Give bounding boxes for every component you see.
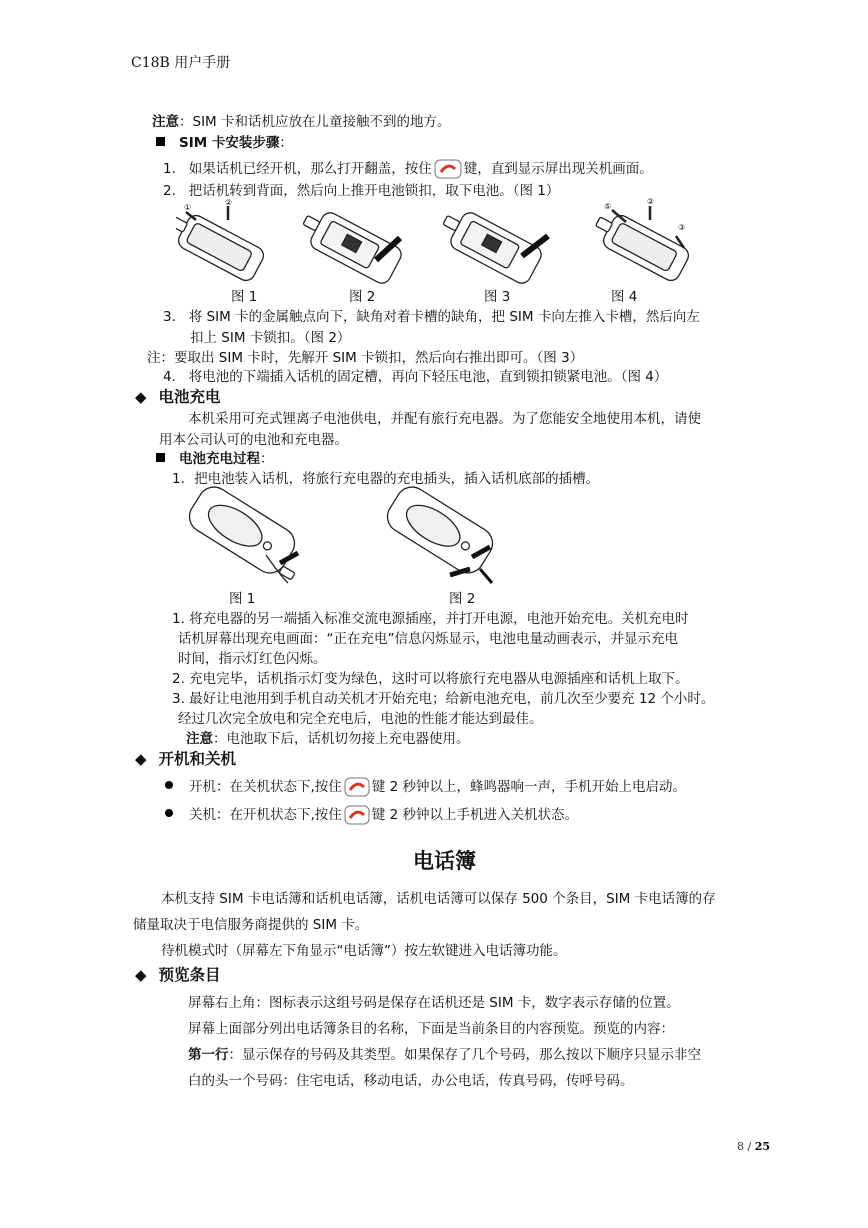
sim-step-3 bbox=[163, 305, 700, 325]
step-number: 3. bbox=[163, 309, 176, 325]
note-label: 注意 bbox=[186, 731, 213, 747]
power-on-text: 开机：在关机状态下,按住 bbox=[189, 779, 342, 795]
power-heading bbox=[135, 747, 236, 769]
svg-text:③: ③ bbox=[678, 223, 686, 232]
diamond-bullet-icon: ◆ bbox=[135, 388, 147, 406]
charging-para-3-line2: 经过几次完全放电和完全充电后，电池的性能才能达到最佳。 bbox=[178, 711, 543, 727]
charging-para-1-line3: 时间，指示灯红色闪烁。 bbox=[178, 651, 327, 667]
phone-figure-2 bbox=[295, 203, 404, 286]
figure-caption-2: 图 2 bbox=[349, 289, 376, 305]
charging-para-3-line1: 3. 最好让电池用到手机自动关机才开始充电；给新电池充电，前几次至少要充 12 个小时。 bbox=[172, 691, 715, 707]
svg-text:②: ② bbox=[225, 198, 233, 207]
charging-para-1-line1: 1. 将充电器的另一端插入标准交流电源插座，并打开电源，电池开始充电。关机充电时 bbox=[172, 611, 689, 627]
power-off-item bbox=[165, 803, 578, 829]
note-label: 注意 bbox=[152, 114, 179, 130]
sim-install-heading bbox=[156, 131, 293, 151]
battery-intro-line2: 用本公司认可的电池和充电器。 bbox=[159, 432, 348, 448]
figure-caption-3: 图 3 bbox=[484, 289, 511, 305]
total-pages: 25 bbox=[754, 1140, 771, 1153]
phonebook-intro-line2: 储量取决于电信服务商提供的 SIM 卡。 bbox=[133, 917, 369, 933]
phonebook-intro-line1: 本机支持 SIM 卡电话簿和话机电话簿，话机电话簿可以保存 500 个条目，SIM 卡电话簿的存 bbox=[161, 891, 716, 907]
phone-figure-3 bbox=[435, 203, 548, 286]
process-colon: ： bbox=[260, 451, 274, 467]
charging-note bbox=[186, 727, 470, 747]
step-text: 如果话机已经开机，那么打开翻盖，按住 bbox=[188, 161, 432, 177]
step-text: 把话机转到背面，然后向上推开电池锁扣，取下电池。（图 1） bbox=[188, 183, 560, 199]
phonebook-standby: 待机模式时（屏幕左下角显示“电话簿”）按左软键进入电话簿功能。 bbox=[161, 943, 567, 959]
step-number: 1. bbox=[163, 161, 176, 177]
page-separator: / bbox=[744, 1140, 755, 1153]
step-number: 2. bbox=[163, 183, 176, 199]
preview-line-1: 屏幕右上角：图标表示这组号码是保存在话机还是 SIM 卡，数字表示存储的位置。 bbox=[188, 995, 680, 1011]
sim-figure-strip bbox=[176, 198, 706, 290]
charging-figure-caption-2: 图 2 bbox=[449, 591, 476, 607]
charging-para-1-line2: 话机屏幕出现充电画面：“正在充电”信息闪烁显示，电池电量动画表示，并显示充电 bbox=[178, 631, 678, 647]
sim-step-2 bbox=[163, 179, 559, 199]
svg-text:①: ① bbox=[184, 203, 192, 212]
power-key-icon bbox=[344, 805, 370, 829]
battery-heading bbox=[135, 385, 221, 407]
sim-step-4 bbox=[163, 365, 667, 385]
charging-figure-strip bbox=[180, 485, 510, 588]
figure-caption-4: 图 4 bbox=[611, 289, 638, 305]
square-bullet-icon bbox=[156, 137, 165, 146]
square-bullet-icon bbox=[156, 453, 165, 462]
power-on-text-end: 键 2 秒钟以上，蜂鸣器响一声，手机开始上电启动。 bbox=[371, 779, 686, 795]
step-number: 4. bbox=[163, 369, 176, 385]
svg-text:②: ② bbox=[647, 198, 655, 206]
sim-step-3-cont: 扣上 SIM 卡锁扣。（图 2） bbox=[190, 330, 351, 346]
sim-remove-note: 注：要取出 SIM 卡时，先解开 SIM 卡锁扣，然后向右推出即可。（图 3） bbox=[147, 350, 584, 366]
charging-item-1: 1．把电池装入话机，将旅行充电器的充电插头，插入话机底部的插槽。 bbox=[172, 471, 600, 487]
first-line-text: ：显示保存的号码及其类型。如果保存了几个号码，那么按以下顺序只显示非空 bbox=[228, 1047, 701, 1063]
figure-caption-1: 图 1 bbox=[231, 289, 258, 305]
power-key-icon bbox=[344, 777, 370, 801]
battery-heading-text: 电池充电 bbox=[158, 388, 221, 406]
process-heading-text: 电池充电过程 bbox=[179, 451, 260, 467]
preview-heading-text: 预览条目 bbox=[158, 966, 221, 984]
sim-note bbox=[152, 110, 451, 130]
step-text: 将 SIM 卡的金属触点向下，缺角对着卡槽的缺角，把 SIM 卡向左推入卡槽，然后向左 bbox=[188, 309, 700, 325]
running-header: C18B 用户手册 bbox=[131, 55, 231, 71]
charging-phone-figure-2 bbox=[381, 485, 498, 583]
power-on-item bbox=[165, 775, 686, 801]
preview-line-3 bbox=[188, 1043, 701, 1063]
charging-process-heading bbox=[156, 447, 274, 467]
power-heading-text: 开机和关机 bbox=[158, 750, 237, 768]
install-heading-text: SIM 卡安装步骤 bbox=[179, 135, 280, 151]
note-text: ：电池取下后，话机切勿接上充电器使用。 bbox=[213, 731, 470, 747]
charging-phone-figure-1 bbox=[183, 485, 300, 583]
note-text: ：SIM 卡和话机应放在儿童接触不到的地方。 bbox=[179, 114, 451, 130]
power-off-text: 关机：在开机状态下,按住 bbox=[189, 807, 342, 823]
charging-figure-caption-1: 图 1 bbox=[229, 591, 256, 607]
current-page: 8 bbox=[737, 1140, 744, 1153]
phonebook-title: 电话簿 bbox=[413, 849, 476, 873]
charging-para-2: 2. 充电完毕，话机指示灯变为绿色，这时可以将旅行充电器从电源插座和话机上取下。 bbox=[172, 671, 689, 687]
first-line-label: 第一行 bbox=[188, 1047, 229, 1063]
step-text-end: 键，直到显示屏出现关机画面。 bbox=[463, 161, 653, 177]
round-bullet-icon bbox=[165, 809, 173, 817]
preview-heading bbox=[135, 963, 221, 985]
diamond-bullet-icon: ◆ bbox=[135, 966, 147, 984]
install-colon: ： bbox=[279, 135, 293, 151]
round-bullet-icon bbox=[165, 781, 173, 789]
step-text: 将电池的下端插入话机的固定槽，再向下轻压电池，直到锁扣锁紧电池。（图 4） bbox=[188, 369, 668, 385]
phone-figure-4 bbox=[589, 198, 692, 284]
power-off-text-end: 键 2 秒钟以上手机进入关机状态。 bbox=[371, 807, 578, 823]
battery-intro-line1: 本机采用可充式锂离子电池供电，并配有旅行充电器。为了您能安全地使用本机，请使 bbox=[188, 411, 701, 427]
phone-figure-1 bbox=[176, 198, 267, 284]
preview-line-2: 屏幕上面部分列出电话簿条目的名称，下面是当前条目的内容预览。预览的内容： bbox=[188, 1021, 674, 1037]
page-number bbox=[737, 1140, 770, 1153]
preview-line-4: 白的头一个号码：住宅电话，移动电话，办公电话，传真号码，传呼号码。 bbox=[188, 1073, 634, 1089]
svg-text:⑤: ⑤ bbox=[604, 202, 612, 211]
diamond-bullet-icon: ◆ bbox=[135, 750, 147, 768]
